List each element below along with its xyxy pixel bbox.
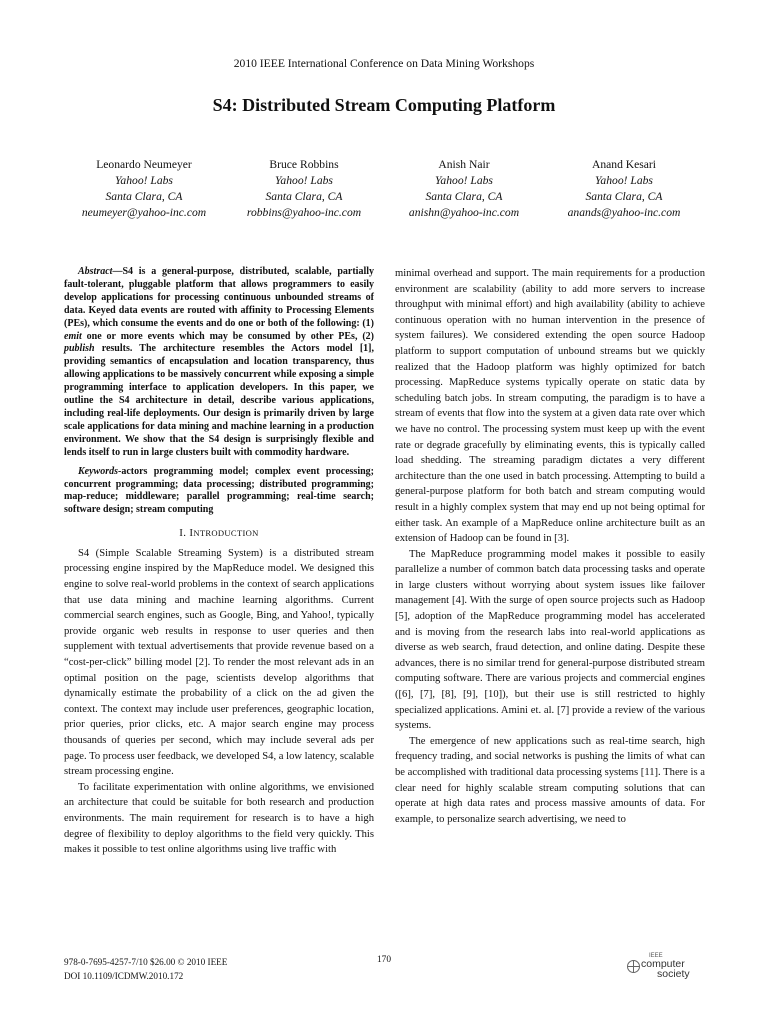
author-name: Anish Nair — [438, 158, 490, 171]
author-location: Santa Clara, CA — [425, 190, 503, 203]
globe-icon — [627, 960, 640, 973]
author-block — [224, 157, 384, 221]
abstract-label: Abstract — [78, 266, 113, 277]
doi-line: DOI 10.1109/ICDMW.2010.172 — [64, 971, 184, 981]
keywords-label: Keywords — [78, 465, 118, 477]
author-location: Santa Clara, CA — [265, 190, 343, 203]
author-name: Bruce Robbins — [269, 158, 339, 171]
conference-name: 2010 IEEE International Conference on Data Mining Workshops — [233, 57, 535, 70]
page-number: 170 — [376, 955, 392, 965]
author-block — [384, 157, 544, 221]
author-affiliation: Yahoo! Labs — [275, 174, 333, 187]
isbn-line: 978-0-7695-4257-7/10 $26.00 © 2010 IEEE — [64, 957, 228, 967]
author-name: Leonardo Neumeyer — [96, 158, 192, 171]
author-email: anishn@yahoo-inc.com — [408, 206, 520, 219]
keywords — [64, 466, 374, 518]
author-affiliation: Yahoo! Labs — [435, 174, 493, 187]
logo-ieee-text: IEEE — [649, 953, 663, 959]
section-title: NTRODUCTION — [193, 528, 259, 539]
body-paragraph: S4 (Simple Scalable Streaming System) is a distributed stream processing engine inspired by the MapReduce model. We designed this engine to solve real-world problems in the context of search applications that use data mining and machine learning algorithms. Current commercial search engines, such as Google, Bing, and Yahoo!, typically provide organic web results in response to user queries and then supplement with textual advertisements that provide revenue based on a “cost-per-click” billing model [2]. To render the most relevant ads in an optimal position on the page, scientists develop algorithms that dynamically estimate the probability of a click on the ad given the context. The context may include user preferences, geographic location, prior queries, prior clicks, etc. A major search engine may process thousands of queries per second, which may include several ads per page. To process user feedback, we developed S4, a low latency, scalable stream processing engine. — [64, 547, 374, 778]
left-column — [64, 266, 374, 858]
author-name: Anand Kesari — [591, 158, 657, 171]
body-paragraph: To facilitate experimentation with online algorithms, we envisioned an architecture that could be suitable for both research and production environments. The main requirement for research is to have a high degree of flexibility to deploy algorithms to the field very quickly. This makes it possible to test online algorithms using live traffic with — [64, 781, 374, 856]
body-paragraph: The MapReduce programming model makes it possible to easily parallelize a number of common batch data processing tasks and operate in large clusters without worrying about system issues like failover management [4]. With the surge of open source projects such as Hadoop [5], adoption of the MapReduce programming model has accelerated and is moving from the research labs into real-world applications as diverse as web search, fraud detection, and online dating. Despite these advances, there is no similar trend for general-purpose distributed stream computing software. There are various projects and commercial engines ([6], [7], [8], [9], [10]), but their use is still restricted to highly specialized applications. Amini et. al. [7] provide a review of the various systems. — [395, 548, 705, 732]
author-email: neumeyer@yahoo-inc.com — [81, 206, 207, 219]
abstract-text-3: results. The architecture resembles the Actors model [1], providing semantics of encapsulation and location transparency, thus allowing applications to be massively concurrent while exposing a simple programming interface to application developers. In this paper, we outline the S4 architecture in detail, describe various applications, including real-life deployments. Our design is primarily driven by large scale applications for data mining and machine learning in a production environment. We show that the S4 design is surprisingly flexible and lends itself to run in large clusters built with commodity hardware. — [64, 343, 374, 458]
abstract-text-2: one or more events which may be consumed by other PEs, (2) — [81, 330, 374, 342]
ieee-computer-society-logo — [627, 953, 707, 985]
abstract-text-1: S4 is a general-purpose, distributed, scalable, partially fault-tolerant, pluggable platform that allows programmers to easily develop applications for processing continuous unbounded streams of data. Keyed data events are routed with affinity to Processing Elements (PEs), which consume the events and do one or both of the following: (1) — [64, 266, 374, 329]
abstract-emit: emit — [64, 330, 82, 342]
keywords-text: -actors programming model; complex event processing; concurrent programming; data processing; distributed programming; map-reduce; middleware; parallel programming; real-time search; software design; stream computing — [64, 465, 374, 516]
author-affiliation: Yahoo! Labs — [595, 174, 653, 187]
author-email: robbins@yahoo-inc.com — [246, 206, 362, 219]
right-column — [395, 266, 705, 827]
abstract-publish: publish — [64, 343, 95, 355]
abstract-dash: — — [112, 266, 123, 277]
author-email: anands@yahoo-inc.com — [567, 206, 681, 219]
body-paragraph: minimal overhead and support. The main requirements for a production environment are scalability (ability to add more servers to increase throughput with minimal effort) and high availability (ability to achieve continuous operation with no human intervention in the presence of system failures). We considered extending the open source Hadoop platform to support computation of unbound streams but we quickly realized that the Hadoop platform was highly optimized for batch processing. MapReduce systems typically operate on static data by scheduling batch jobs. In stream computing, the paradigm is to have a stream of events that flow into the system at a given data rate over which we have no control. The processing system must keep up with the event rate or degrade gracefully by eliminating events, this is typically called load shedding. The streaming paradigm dictates a very different architecture than the one used in batch processing. Attempting to build a general-purpose platform for both batch and stream computing would result in a highly complex system that may end up not being optimal for either task. An example of a MapReduce online architecture built as an extension of Hadoop can be found in [3]. — [395, 268, 705, 545]
logo-word-computer: computer — [641, 958, 685, 970]
paper-title: S4: Distributed Stream Computing Platform — [212, 95, 556, 115]
author-location: Santa Clara, CA — [105, 190, 183, 203]
author-block — [544, 157, 704, 221]
author-list — [64, 157, 704, 221]
author-block — [64, 157, 224, 221]
body-paragraph: The emergence of new applications such as real-time search, high frequency trading, and social networks is pushing the limits of what can be accomplished with traditional data processing systems [11]. There is a clear need for highly scalable stream computing solutions that can operate at high data rates and process massive amounts of data. For example, to personalize search advertising, we need to — [395, 735, 705, 825]
abstract — [64, 266, 374, 460]
logo-word-society: society — [657, 968, 690, 980]
author-affiliation: Yahoo! Labs — [115, 174, 173, 187]
author-location: Santa Clara, CA — [585, 190, 663, 203]
section-heading — [64, 526, 374, 542]
section-numeral: I. I — [179, 527, 194, 540]
